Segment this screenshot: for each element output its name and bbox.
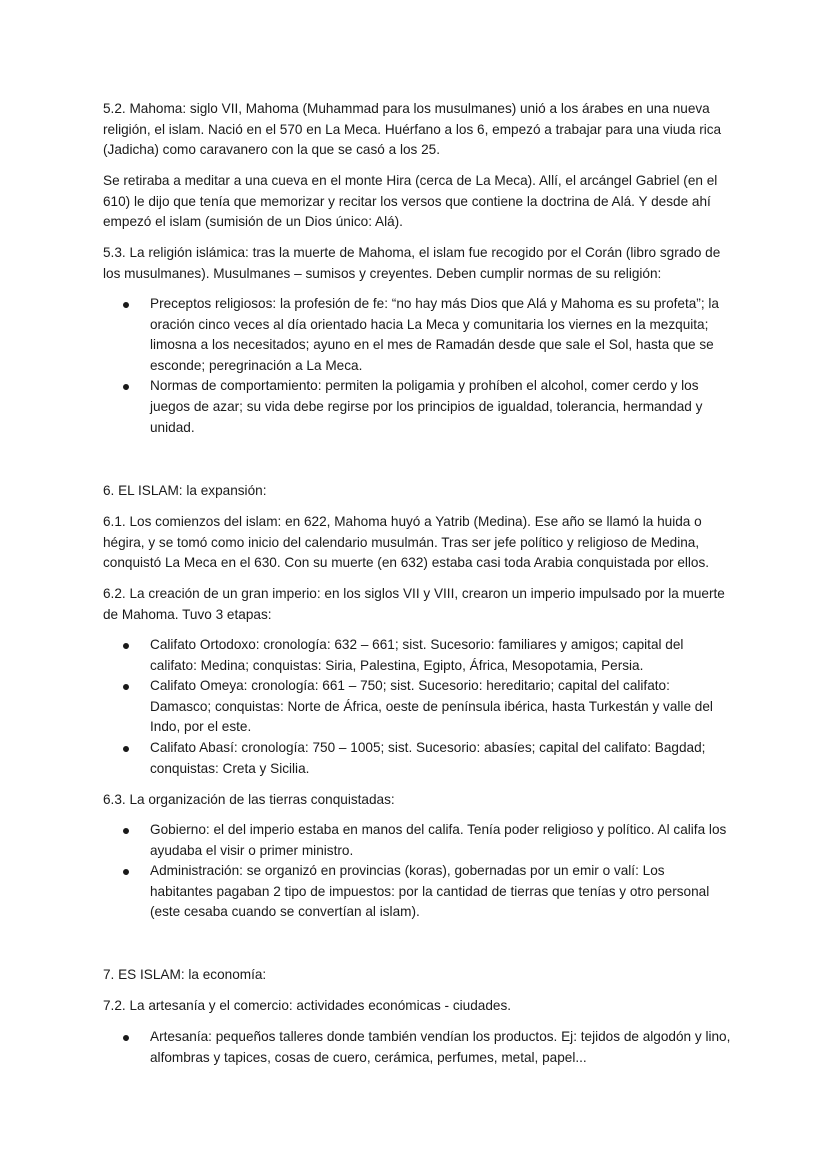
paragraph-6-2: 6.2. La creación de un gran imperio: en los siglos VII y VIII, crearon un imperio impulsado por la muerte de Mahoma. Tuvo 3 etapas: (103, 586, 725, 622)
bullet-icon (123, 869, 129, 875)
list-item-text: Califato Omeya: cronología: 661 – 750; sist. Sucesorio: hereditario; capital del califato: Damasco; conquistas: Norte de África, oeste de península ibérica, hasta Turkestán y valle del Indo, por el este. (150, 678, 713, 735)
paragraph-5-2-mahoma: 5.2. Mahoma: siglo VII, Mahoma (Muhammad para los musulmanes) unió a los árabes en una nueva religión, el islam. Nació en el 570 en La Meca. Huérfano a los 6, empezó a trabajar para una viuda rica (Jadicha) como caravanero con la que se casó a los 25. (103, 101, 722, 158)
section-6-heading: 6. EL ISLAM: la expansión: (103, 483, 267, 498)
list-organizacion (103, 820, 731, 923)
list-item (103, 1027, 731, 1068)
paragraph-6-1: 6.1. Los comienzos del islam: en 622, Mahoma huyó a Yatrib (Medina). Ese año se llamó la huida o hégira, y se tomó como inicio del calendario musulmán. Tras ser jefe político y religioso de Medina, conquistó La Meca en el 630. Con su muerte (en 632) estaba casi toda Arabia conquistada por ellos. (103, 514, 710, 571)
list-item-text: Preceptos religiosos: la profesión de fe: “no hay más Dios que Alá y Mahoma es su profeta”; la oración cinco veces al día orientado hacia La Meca y comunitaria los viernes en la mezquita; limosna a los necesitados; ayuno en el mes de Ramadán desde que sale el Sol, hasta que se esconde; peregrinación a La Meca. (150, 296, 719, 373)
list-item (103, 820, 731, 861)
list-item (103, 738, 731, 779)
list-item-text: Califato Ortodoxo: cronología: 632 – 661; sist. Sucesorio: familiares y amigos; capital del califato: Medina; conquistas: Siria, Palestina, Egipto, África, Mesopotamia, Persia. (150, 637, 684, 673)
bullet-icon (123, 746, 129, 752)
paragraph-7-2: 7.2. La artesanía y el comercio: actividades económicas - ciudades. (103, 998, 512, 1013)
paragraph-5-2-hira: Se retiraba a meditar a una cueva en el monte Hira (cerca de La Meca). Allí, el arcángel Gabriel (en el 610) le dijo que tenía que memorizar y recitar los versos que contiene la doctrina de Alá. Y desde ahí empezó el islam (sumisión de un Dios único: Alá). (103, 173, 718, 230)
list-item-text: Normas de comportamiento: permiten la poligamia y prohíben el alcohol, comer cerdo y los juegos de azar; su vida debe regirse por los principios de igualdad, tolerancia, hermandad y unidad. (150, 378, 703, 435)
bullet-icon (123, 384, 129, 390)
section-7-heading: 7. ES ISLAM: la economía: (103, 967, 267, 982)
list-item (103, 376, 731, 438)
list-item (103, 861, 731, 923)
list-item-text: Artesanía: pequeños talleres donde también vendían los productos. Ej: tejidos de algodón y lino, alfombras y tapices, cosas de cuero, cerámica, perfumes, metal, papel... (150, 1029, 731, 1065)
bullet-icon (123, 828, 129, 834)
list-item (103, 294, 731, 376)
list-item (103, 635, 731, 676)
list-item-text: Gobierno: el del imperio estaba en manos del califa. Tenía poder religioso y político. Al califa los ayudaba el visir o primer ministro. (150, 822, 727, 858)
list-califatos (103, 635, 731, 779)
list-5-3-normas (103, 294, 731, 438)
paragraph-6-3: 6.3. La organización de las tierras conquistadas: (103, 792, 395, 807)
bullet-icon (123, 302, 129, 308)
list-item-text: Califato Abasí: cronología: 750 – 1005; sist. Sucesorio: abasíes; capital del califato: Bagdad; conquistas: Creta y Sicilia. (150, 739, 706, 776)
bullet-icon (123, 1035, 129, 1041)
bullet-icon (123, 643, 129, 649)
list-item-text: Administración: se organizó en provincias (koras), gobernadas por un emir o valí: Los habitantes pagaban 2 tipo de impuestos: por la cantidad de tierras que tenías y otro personal (este cesaba cuando se convertían al islam). (150, 863, 710, 920)
paragraph-5-3-intro: 5.3. La religión islámica: tras la muerte de Mahoma, el islam fue recogido por el Corán (libro sgrado de los musulmanes). Musulmanes – sumisos y creyentes. Deben cumplir normas de su religión: (103, 245, 721, 281)
bullet-icon (123, 684, 129, 690)
list-item (103, 676, 731, 738)
list-artesania (103, 1027, 731, 1068)
